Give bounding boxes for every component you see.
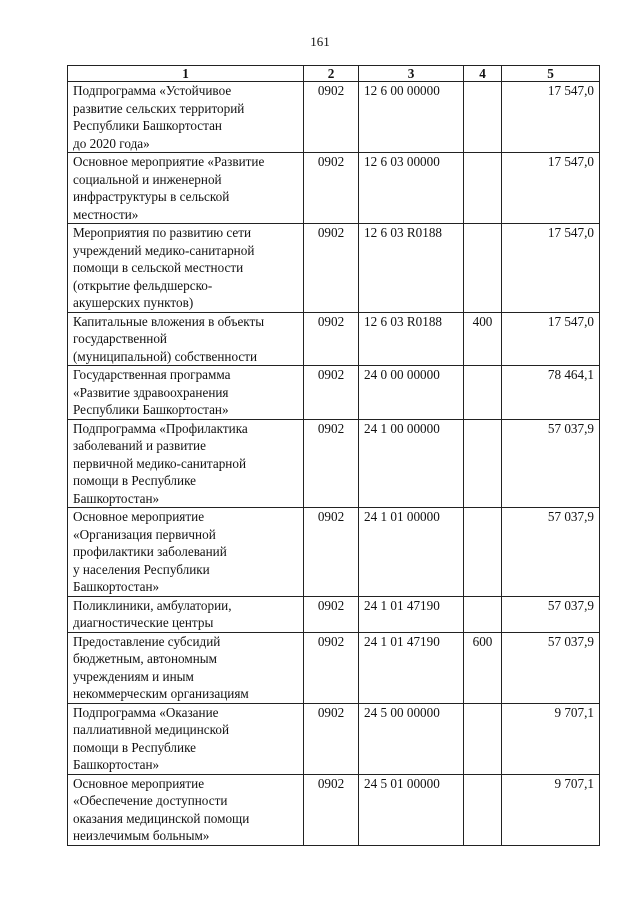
row-name-line: некоммерческим организациям [73,686,249,701]
row-name-line: (открытие фельдшерско- [73,277,213,293]
row-sum-cell: 78 464,1 [502,366,600,420]
row-name-line: помощи в сельской местности [73,260,244,275]
header-col-4: 4 [464,66,502,82]
row-vr-cell [464,596,502,632]
row-name-line: Башкортостан» [73,490,160,506]
row-name-line: инфраструктуры в сельской [73,189,230,204]
table-row [68,82,600,153]
row-name-cell [68,312,304,366]
header-col-5: 5 [502,66,600,82]
row-name-cell [68,366,304,420]
row-vr-cell [464,419,502,508]
table-row [68,366,600,420]
row-sum-cell: 9 707,1 [502,774,600,845]
row-name-line: Капитальные вложения в объекты [73,313,265,329]
page-number: 161 [310,34,330,49]
row-sum-cell: 9 707,1 [502,703,600,774]
row-name-line: Поликлиники, амбулатории, [73,597,232,613]
row-name-line: «Обеспечение доступности [73,793,228,808]
row-csr-cell: 24 0 00 00000 [359,366,464,420]
row-name-line: Мероприятия по развитию сети [73,225,252,240]
row-csr-cell: 12 6 03 00000 [359,153,464,224]
row-csr-cell: 24 1 01 47190 [359,632,464,703]
header-col-1: 1 [68,66,304,82]
row-name-line: Подпрограмма «Профилактика [73,420,248,436]
row-sum-cell: 17 547,0 [502,153,600,224]
row-vr-cell [464,774,502,845]
row-ved-cell: 0902 [304,632,359,703]
row-ved-cell: 0902 [304,703,359,774]
row-name-line: бюджетным, автономным [73,651,217,666]
row-name-line: (муниципальной) собственности [73,348,258,364]
table-row [68,153,600,224]
table-row [68,224,600,313]
row-name-line: неизлечимым больным» [73,828,210,843]
table-body [68,82,600,846]
row-csr-cell: 12 6 03 R0188 [359,224,464,313]
row-sum-cell: 57 037,9 [502,632,600,703]
row-name-line: помощи в Республике [73,473,196,488]
table-row [68,703,600,774]
row-name-line: местности» [73,206,139,222]
row-name-line: оказания медицинской помощи [73,810,250,826]
row-ved-cell: 0902 [304,224,359,313]
table-row [68,596,600,632]
row-vr-cell [464,82,502,153]
row-csr-cell: 24 5 01 00000 [359,774,464,845]
row-name-line: первичной медико-санитарной [73,455,247,471]
row-name-line: «Развитие здравоохранения [73,384,229,400]
row-name-line: Башкортостан» [73,757,160,772]
row-vr-cell [464,508,502,597]
row-name-cell [68,703,304,774]
row-vr-cell [464,153,502,224]
row-name-line: развитие сельских территорий [73,100,245,116]
row-name-line: учреждений медико-санитарной [73,242,255,258]
row-csr-cell: 12 6 03 R0188 [359,312,464,366]
header-col-3: 3 [359,66,464,82]
row-name-line: государственной [73,331,167,346]
row-name-line: Республики Башкортостан» [73,402,229,417]
row-ved-cell: 0902 [304,153,359,224]
row-name-cell [68,596,304,632]
row-ved-cell: 0902 [304,366,359,420]
budget-table [67,65,600,846]
row-csr-cell: 24 1 01 47190 [359,596,464,632]
row-name-line: Подпрограмма «Оказание [73,704,219,720]
row-ved-cell: 0902 [304,312,359,366]
row-name-cell [68,508,304,597]
row-name-cell [68,153,304,224]
row-name-line: у населения Республики [73,561,210,577]
table-row [68,632,600,703]
row-name-line: Государственная программа [73,367,231,382]
row-name-cell [68,82,304,153]
row-vr-cell [464,703,502,774]
row-sum-cell: 17 547,0 [502,82,600,153]
row-vr-cell: 600 [464,632,502,703]
row-name-line: до 2020 года» [73,135,150,151]
row-name-line: Башкортостан» [73,579,160,594]
row-vr-cell [464,366,502,420]
row-name-cell [68,224,304,313]
row-ved-cell: 0902 [304,508,359,597]
row-name-line: помощи в Республике [73,739,196,755]
row-name-line: Основное мероприятие «Развитие [73,154,265,169]
row-ved-cell: 0902 [304,82,359,153]
row-csr-cell: 24 1 00 00000 [359,419,464,508]
row-ved-cell: 0902 [304,596,359,632]
row-csr-cell: 24 1 01 00000 [359,508,464,597]
row-name-cell [68,419,304,508]
row-name-line: социальной и инженерной [73,171,222,187]
row-name-line: заболеваний и развитие [73,438,206,453]
row-name-line: Основное мероприятие [73,775,205,791]
row-name-line: диагностические центры [73,615,214,630]
row-sum-cell: 17 547,0 [502,224,600,313]
row-sum-cell: 57 037,9 [502,508,600,597]
row-sum-cell: 57 037,9 [502,596,600,632]
row-csr-cell: 24 5 00 00000 [359,703,464,774]
row-vr-cell [464,224,502,313]
row-name-line: Республики Башкортостан [73,118,222,133]
header-row [68,66,600,82]
row-name-line: паллиативной медицинской [73,722,230,737]
row-ved-cell: 0902 [304,419,359,508]
table-row [68,312,600,366]
row-name-cell [68,774,304,845]
table-row [68,508,600,597]
row-sum-cell: 17 547,0 [502,312,600,366]
table-row [68,774,600,845]
row-name-line: акушерских пунктов) [73,295,194,310]
row-name-line: Подпрограмма «Устойчивое [73,83,232,98]
table-row [68,419,600,508]
header-col-2: 2 [304,66,359,82]
row-sum-cell: 57 037,9 [502,419,600,508]
row-name-line: Предоставление субсидий [73,633,221,649]
row-name-line: «Организация первичной [73,526,216,542]
row-name-line: Основное мероприятие [73,509,205,524]
row-name-cell [68,632,304,703]
row-ved-cell: 0902 [304,774,359,845]
row-name-line: профилактики заболеваний [73,544,227,559]
row-vr-cell: 400 [464,312,502,366]
row-name-line: учреждениям и иным [73,668,194,684]
row-csr-cell: 12 6 00 00000 [359,82,464,153]
